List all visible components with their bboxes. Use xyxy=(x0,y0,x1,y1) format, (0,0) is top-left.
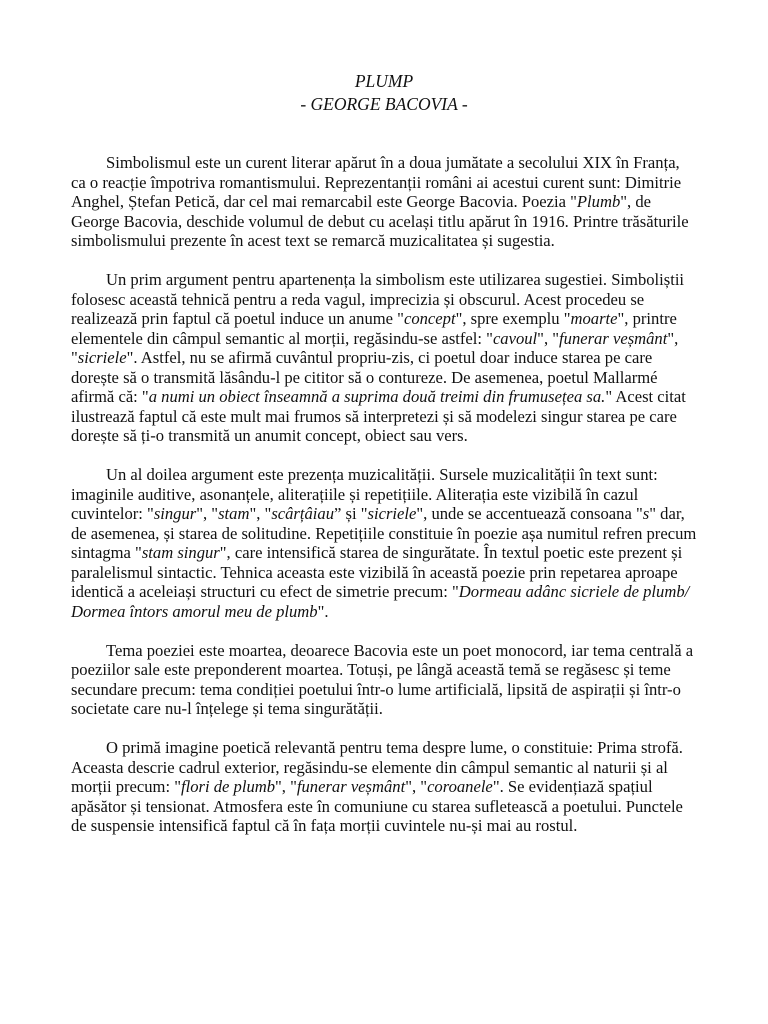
body-paragraph xyxy=(71,153,697,251)
italic-quote: moarte xyxy=(570,309,618,328)
text-run: ", " xyxy=(275,777,297,796)
italic-quote: sicriele xyxy=(77,348,127,367)
text-run: Un prim argument pentru apartenența la simbolism este utilizarea sugestiei. Simboliștii folosesc această tehnică pentru a reda vagul, imprecizia și obscurul. Acest procedeu se realizează prin faptul că poetul induce un anume " xyxy=(71,270,685,328)
text-run: ", " xyxy=(71,328,679,367)
text-run: Un al doilea argument este prezența muzicalității. Sursele muzicalității în text sunt: imaginile auditive, asonanțele, aliterațiile și repetițiile. Aliterația este vizibilă în cazul cuvintelor: " xyxy=(71,465,658,523)
text-run: ". xyxy=(317,601,329,621)
text-run: ", spre exemplu " xyxy=(455,309,571,328)
text-run: ", " xyxy=(537,328,560,348)
text-run: ", printre elementele din câmpul semantic al morții, regăsindu-se astfel: " xyxy=(71,309,677,348)
italic-quote: flori de plumb xyxy=(181,777,276,796)
document-body xyxy=(71,153,697,855)
text-run: ". Se evidențiază spațiul apăsător și tensionat. Atmosfera este în comuniune cu starea sufletească a poetului. Punctele de suspensie intensifică faptul că în fața morții cuvintele nu-și mai au rostul. xyxy=(71,777,683,835)
italic-quote: funerar veșmânt xyxy=(296,777,406,796)
text-run: Simbolismul este un curent literar apărut în a doua jumătate a secolului XIX în Franța, ca o reacție împotriva romantismului. Reprezentanții români ai acestui curent sunt: Dimitrie Anghel, Ștefan Petică, dar cel mai remarcabil este George Bacovia. Poezia " xyxy=(71,153,682,211)
italic-quote: a numi un obiect înseamnă a suprima două treimi din frumusețea sa. xyxy=(148,387,606,406)
document-author: - GEORGE BACOVIA - xyxy=(300,94,468,114)
italic-quote: concept xyxy=(403,309,456,328)
text-run: O primă imagine poetică relevantă pentru tema despre lume, o constituie: Prima strofă. Aceasta descrie cadrul exterior, regăsindu-se elemente din câmpul semantic al naturii și al morții precum: " xyxy=(71,738,683,796)
document-title: PLUMP xyxy=(354,71,414,91)
italic-quote: Plumb xyxy=(576,192,621,211)
text-run: ", " xyxy=(249,504,272,523)
italic-quote: cavoul xyxy=(492,328,538,348)
body-paragraph xyxy=(71,465,697,621)
text-run: " dar, de asemenea, și starea de solitudine. Repetițiile constituie în poezie așa numitul refren precum sintagma " xyxy=(71,504,697,562)
text-run: ", de George Bacovia, deschide volumul de debut cu același titlu apărut în 1916. Printre trăsăturile simbolismului prezente în acest text se remarcă muzicalitatea și sugestia. xyxy=(71,192,689,250)
title-block xyxy=(0,70,768,116)
body-paragraph xyxy=(71,641,697,719)
text-run: ", care intensifică starea de singurătate. În textul poetic este prezent și paralelismul sintactic. Tehnica aceasta este vizibilă în această poezie prin repetarea aproape identică a aceleiași structuri cu efect de simetrie precum: " xyxy=(71,543,683,601)
text-run: ", unde se accentuează consoana " xyxy=(416,504,643,523)
text-run: Tema poeziei este moartea, deoarece Bacovia este un poet monocord, iar tema centrală a poeziilor sale este preponderent moartea. Totuși, pe lângă această temă se regăsesc și teme secundare precum: tema condiției poetului într-o lume artificială, lipsită de aspirații și într-o societate care nu-l înțelege și tema singurătății. xyxy=(71,640,694,718)
italic-quote: stam singur xyxy=(141,543,220,562)
italic-quote: stam xyxy=(218,504,250,523)
italic-quote: s xyxy=(642,504,650,523)
italic-quote: coroanele xyxy=(427,777,493,796)
italic-quote: singur xyxy=(153,504,197,523)
text-run: " Acest citat ilustrează faptul că este mult mai frumos să interpretezi și să modelezi singur starea pe care dorește să ți-o transmită un anumit concept, obiect sau vers. xyxy=(71,387,686,445)
italic-quote: sicriele xyxy=(367,504,417,523)
text-run: ", " xyxy=(405,777,428,796)
body-paragraph xyxy=(71,270,697,446)
text-run: ", " xyxy=(196,504,219,523)
text-run: ". Astfel, nu se afirmă cuvântul propriu-zis, ci poetul doar induce starea pe care dorește să o transmită lăsându-l pe cititor să o contureze. De asemenea, poetul Mallarmé afirmă că: " xyxy=(71,348,658,406)
text-run: ” și " xyxy=(334,504,368,523)
italic-quote: funerar veșmânt xyxy=(559,328,668,348)
body-paragraph xyxy=(71,738,697,836)
italic-quote: scârțâiau xyxy=(271,504,335,523)
italic-quote: Dormeau adânc sicriele de plumb/ Dormea întors amorul meu de plumb xyxy=(71,582,690,621)
